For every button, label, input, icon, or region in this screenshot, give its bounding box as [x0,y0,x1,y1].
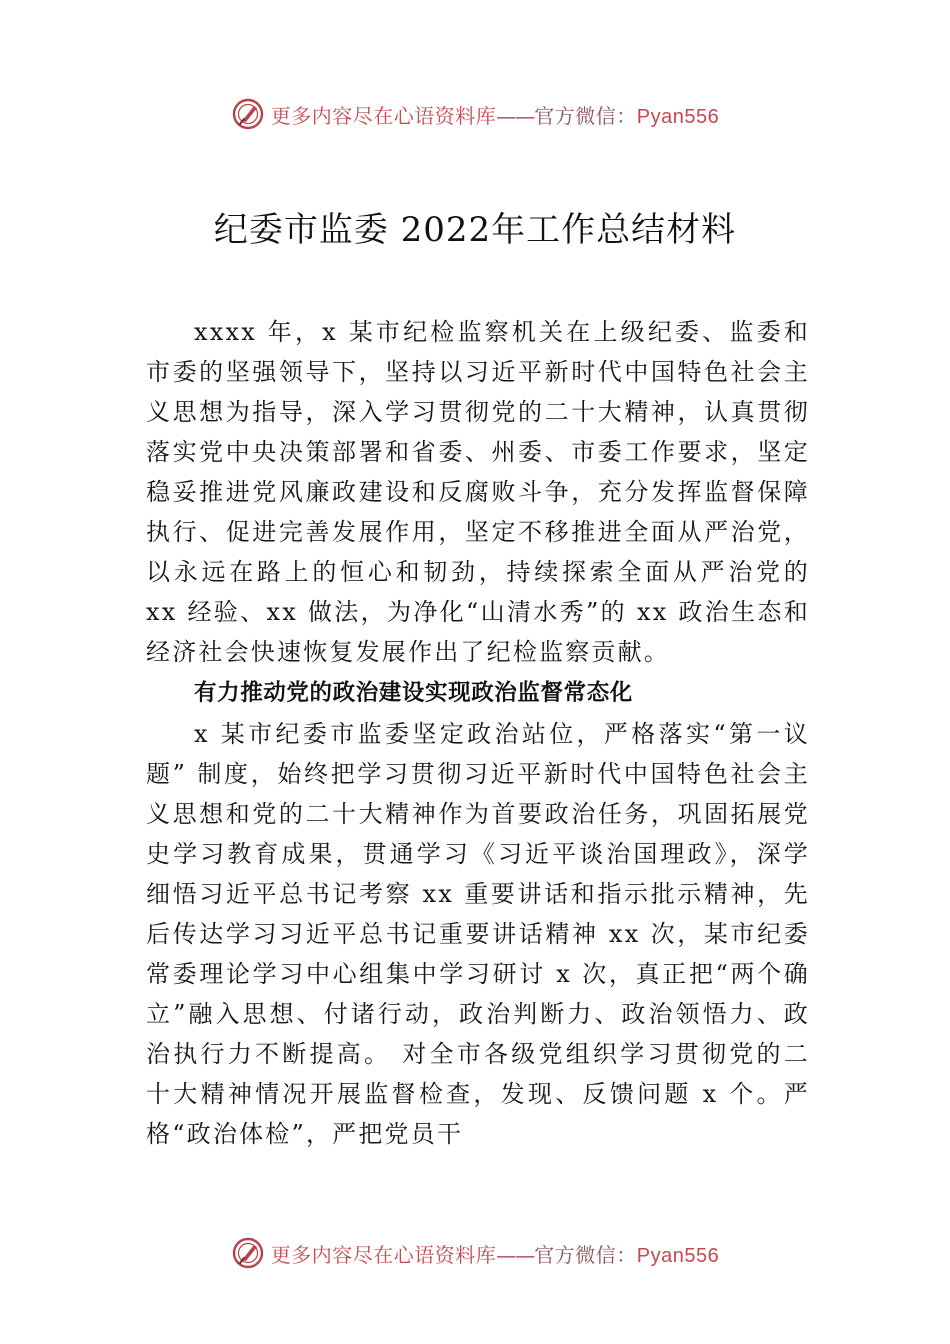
section-heading: 有力推动党的政治建设实现政治监督常态化 [194,680,633,706]
quill-seal-icon [231,1236,265,1270]
watermark-wechat-id: Pyan556 [636,105,720,128]
watermark-text [271,100,719,129]
bottom-watermark-banner [0,1231,950,1275]
quill-seal-icon [231,97,265,131]
top-watermark-banner [0,92,950,136]
document-title: 纪委市监委 2022年工作总结材料 [213,210,737,250]
watermark-text [271,1239,719,1268]
watermark-dash: —— [496,1242,535,1267]
watermark-label: 更多内容尽在心语资料库 [270,103,497,128]
watermark-wechat-id: Pyan556 [636,1244,720,1267]
intro-paragraph: xxxx 年，x 某市纪检监察机关在上级纪委、监委和市委的坚强领导下，坚持以习近平新时代中国特色社会主义思想为指导，深入学习贯彻党的二十大精神，认真贯彻落实党中央决策部署和省委、州委、市委工作要求，坚定稳妥推进党风廉政建设和反腐败斗争，充分发挥监督保障执行、促进完善发展作用，坚定不移推进全面从严治党，以永远在路上的恒心和韧劲，持续探索全面从严治党的 xx 经验、xx 做法，为净化“山清水秀”的 xx 政治生态和经济社会快速恢复发展作出了纪检监察贡献。 [146,318,810,666]
watermark-wechat-label: 官方微信： [534,1242,637,1267]
document-body [146,312,810,1154]
section-paragraph: x 某市纪委市监委坚定政治站位，严格落实“第一议题” 制度，始终把学习贯彻习近平新时代中国特色社会主义思想和党的二十大精神作为首要政治任务，巩固拓展党史学习教育成果，贯通学习《习近平谈治国理政》，深学细悟习近平总书记考察 xx 重要讲话和指示批示精神，先后传达学习习近平总书记重要讲话精神 xx 次，某市纪委常委理论学习中心组集中学习研讨 x 次，真正把“两个确立”融入思想、付诸行动，政治判断力、政治领悟力、政治执行力不断提高。 对全市各级党组织学习贯彻党的二十大精神情况开展监督检查，发现、反馈问题 x 个。严格“政治体检”，严把党员干 [146,720,810,1148]
watermark-wechat-label: 官方微信： [534,103,637,128]
watermark-dash: —— [496,103,535,128]
watermark-label: 更多内容尽在心语资料库 [270,1242,497,1267]
